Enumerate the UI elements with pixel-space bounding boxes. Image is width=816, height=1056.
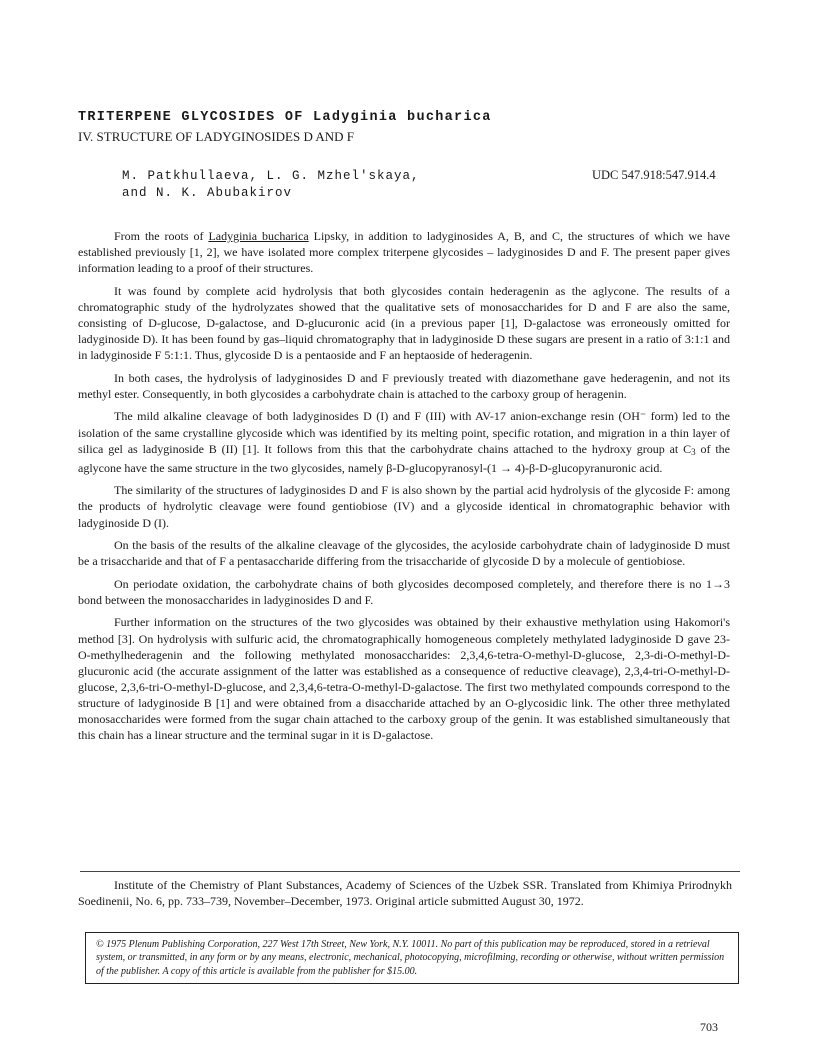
page-number: 703 [700,1020,718,1034]
udc-code: UDC 547.918:547.914.4 [592,168,716,182]
article-title: TRITERPENE GLYCOSIDES OF Ladyginia bucharica [78,110,492,125]
author-list [122,168,420,202]
paragraph-8: Further information on the structures of the two glycosides was obtained by their exhaustive methylation using Hakomori's method [3]. On hydrolysis with sulfuric acid, the chromatographically homogeneous completely methylated ladyginoside D gave 23-O-methylhederagenin and the following methylated monosaccharides: 2,3,4,6-tetra-O-methyl-D-glucose, 2,3-di-O-methyl-D-glucuronic acid (the accurate assignment of the latter was established as a consequence of reductive cleavage), 2,3,4-tri-O-methyl-D-glucose, 2,3,6-tri-O-methyl-D-glucose, and 2,3,4,6-tetra-O-methyl-D-galactose. The first two methylated compounds correspond to the structure of ladyginoside B [1] and were obtained from a disaccharide attached by an O-glycosidic link. The other three methylated monosaccharides were formed from the sugar chain attached to the carboxy group of the genin. It was established simultaneously that this chain has a linear structure and the terminal sugar in it is D-galactose. [78,615,730,743]
copyright-notice: © 1975 Plenum Publishing Corporation, 227 West 17th Street, New York, N.Y. 10011. No part of this publication may be reproduced, stored in a retrieval system, or transmitted, in any form or by any means, electronic, mechanical, photocopying, microfilming, recording or otherwise, without written permission of the publisher. A copy of this article is available from the publisher for $15.00. [85,932,739,984]
paragraph-4-start: The mild alkaline cleavage of both ladyginosides D (I) and F (III) with AV-17 anion-exchange resin (OH⁻ form) led to the isolation of the same crystalline glycoside which was identified by its melting point, specific rotation, and migration in a thin layer of silica gel as ladyginoside B (II) [1]. It follows from this that the carbohydrate chains attached to the hydroxy group at C [78,409,730,456]
carbon-subscript: 3 [691,446,696,457]
paragraph-5: The similarity of the structures of ladyginosides D and F is also shown by the partial acid hydrolysis of the glycoside F: among the products of hydrolytic cleavage were found gentiobiose (IV) and a glycoside identical in chromatographic behavior with ladyginoside D (I). [78,483,730,530]
article-subtitle: IV. STRUCTURE OF LADYGINOSIDES D AND F [78,129,355,144]
species-name: Ladyginia bucharica [208,229,309,243]
footnote-divider [80,871,740,872]
author-line-2: and N. K. Abubakirov [122,186,293,200]
paragraph-3: In both cases, the hydrolysis of ladyginosides D and F previously treated with diazomethane gave hederagenin, and not its methyl ester. Consequently, in both glycosides a carbohydrate chain is attached to the carboxy group of heragenin. [78,370,730,401]
footnote-affiliation: Institute of the Chemistry of Plant Substances, Academy of Sciences of the Uzbek SSR. Translated from Khimiya Prirodnykh Soedinenii, No. 6, pp. 733–739, November–December, 1973. Original article submitted August 30, 1972. [78,878,732,908]
paragraph-1 [78,228,730,276]
author-line-1: M. Patkhullaeva, L. G. Mzhel'skaya, [122,169,420,183]
paragraph-4 [78,408,730,475]
paragraph-1-start: From the roots of [114,229,209,243]
paragraph-6: On the basis of the results of the alkaline cleavage of the glycosides, the acyloside carbohydrate chain of ladyginoside D must be a trisaccharide and that of F a pentasaccharide differing from the trisaccharide of glycoside D by a molecule of gentiobiose. [78,538,730,569]
paragraph-2: It was found by complete acid hydrolysis that both glycosides contain hederagenin as the aglycone. The results of a chromatographic study of the hydrolyzates showed that the qualitative sets of monosaccharides for D and F are also the same, consisting of D-glucose, D-galactose, and D-glucuronic acid (in a previous paper [1], D-galactose was erroneously omitted for ladyginoside D). It has been found by gas–liquid chromatography that in ladyginoside D these sugars are present in a ratio of 3:1:1 and in ladyginoside F 5:1:1. Thus, glycoside D is a pentaoside and F an heptaoside of hederagenin. [78,283,730,363]
paragraph-7: On periodate oxidation, the carbohydrate chains of both glycosides decomposed completely, and therefore there is no 1→3 bond between the monosaccharides in ladyginosides D and F. [78,576,730,607]
paragraph-1-rest: Lipsky, in addition to ladyginosides A, B, and C, the structures of which we have established previously [1, 2], we have isolated more complex triterpene glycosides – ladyginosides D and F. The present paper gives information leading to a proof of their structures. [78,229,730,276]
article-body [78,228,730,750]
paragraph-4-rest: of the aglycone have the same structure in the two glycosides, namely β-D-glucopyranosyl-(1 → 4)-β-D-glucopyranuronic acid. [78,441,731,475]
